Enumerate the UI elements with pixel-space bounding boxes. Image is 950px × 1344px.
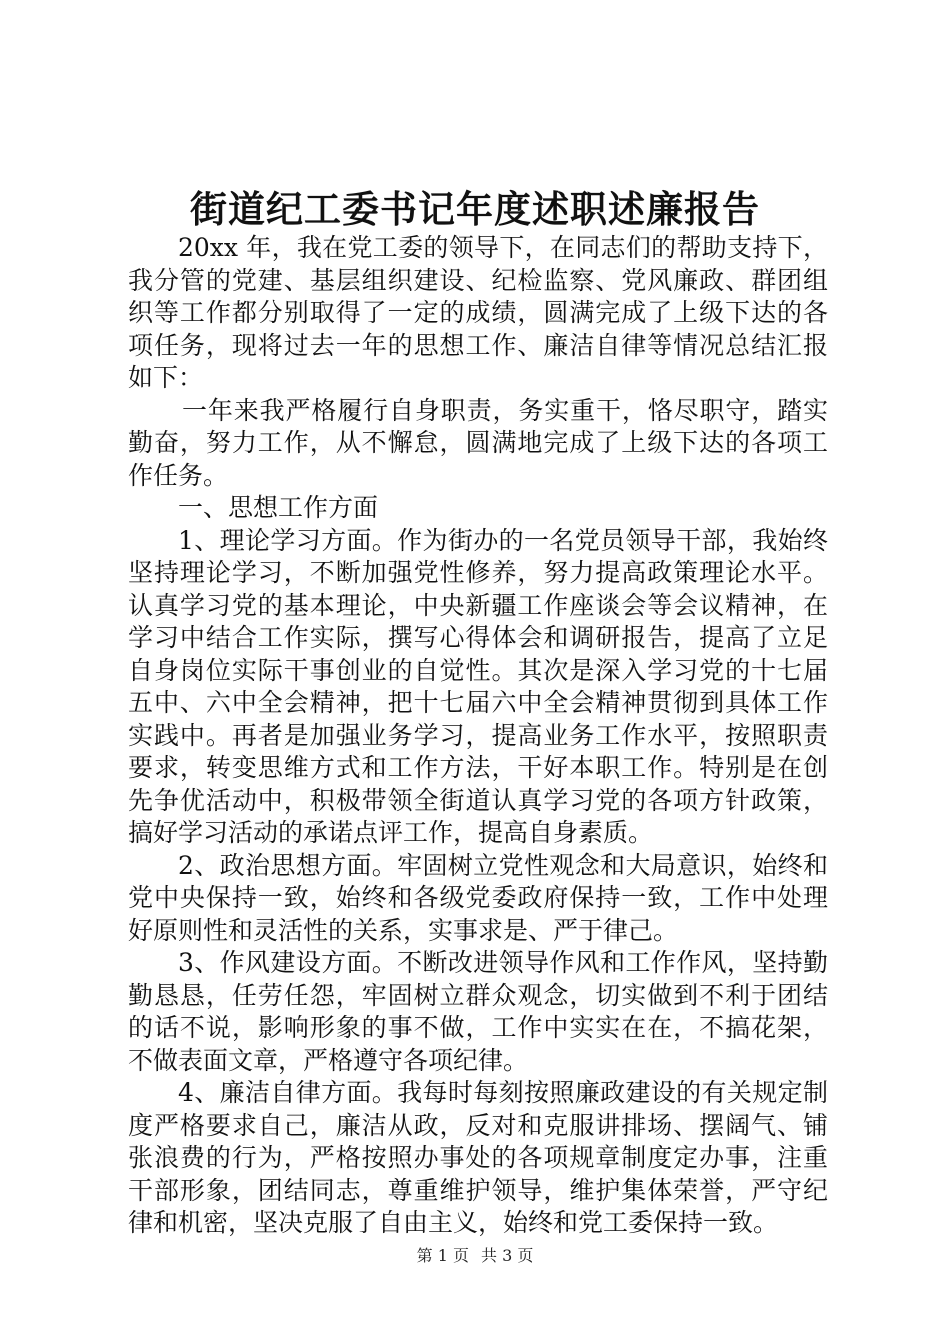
- paragraph-line: 的话不说，影响形象的事不做，工作中实实在在，不搞花架，: [128, 1013, 828, 1042]
- paragraph-line: 勤奋，努力工作，从不懈怠，圆满地完成了上级下达的各项工: [128, 428, 828, 457]
- paragraph-line: 我分管的党建、基层组织建设、纪检监察、党风廉政、群团组: [128, 265, 828, 295]
- page-total: 共 3 页: [481, 1246, 534, 1265]
- paragraph-line: 好原则性和灵活性的关系，实事求是、严于律己。: [128, 915, 679, 945]
- paragraph-line: 自身岗位实际干事创业的自觉性。其次是深入学习党的十七届: [128, 655, 828, 685]
- paragraph-line: 要求，转变思维方式和工作方法，干好本职工作。特别是在创: [128, 753, 828, 782]
- paragraph-line: 织等工作都分别取得了一定的成绩，圆满完成了上级下达的各: [128, 298, 828, 327]
- paragraph-line: 律和机密，坚决克服了自由主义，始终和党工委保持一致。: [128, 1208, 779, 1237]
- paragraph-line: 先争优活动中，积极带领全街道认真学习党的各项方针政策，: [128, 785, 828, 815]
- paragraph-line: 2、政治思想方面。牢固树立党性观念和大局意识，始终和: [178, 850, 828, 880]
- paragraph-line: 坚持理论学习，不断加强党性修养，努力提高政策理论水平。: [128, 558, 828, 587]
- paragraph-line: 五中、六中全会精神，把十七届六中全会精神贯彻到具体工作: [128, 688, 828, 717]
- paragraph-line: 作任务。: [128, 460, 229, 490]
- paragraph-line: 不做表面文章，严格遵守各项纪律。: [128, 1045, 529, 1075]
- paragraph-line: 学习中结合工作实际，撰写心得体会和调研报告，提高了立足: [128, 623, 828, 652]
- paragraph-line: 一年来我严格履行自身职责，务实重干，恪尽职守，踏实: [182, 395, 828, 425]
- paragraph-line: 党中央保持一致，始终和各级党委政府保持一致，工作中处理: [128, 883, 828, 912]
- paragraph-line: 度严格要求自己，廉洁从政，反对和克服讲排场、摆阔气、铺: [128, 1110, 828, 1140]
- paragraph-line: 一、思想工作方面: [178, 493, 379, 522]
- document-body: [128, 232, 828, 1240]
- page-number: 第 1 页: [416, 1246, 469, 1265]
- paragraph-line: 3、作风建设方面。不断改进领导作风和工作作风，坚持勤: [178, 948, 828, 977]
- paragraph-line: 干部形象，团结同志，尊重维护领导，维护集体荣誉，严守纪: [128, 1175, 828, 1205]
- paragraph-line: 勤恳恳，任劳任怨，牢固树立群众观念，切实做到不利于团结: [128, 980, 828, 1010]
- paragraph-line: 实践中。再者是加强业务学习，提高业务工作水平，按照职责: [128, 720, 828, 750]
- page-footer: [0, 1244, 950, 1268]
- paragraph-line: 认真学习党的基本理论，中央新疆工作座谈会等会议精神，在: [128, 590, 828, 620]
- paragraph-line: 20xx 年，我在党工委的领导下，在同志们的帮助支持下，: [178, 233, 828, 262]
- document-title: 街道纪工委书记年度述职述廉报告: [190, 187, 760, 231]
- paragraph-line: 4、廉洁自律方面。我每时每刻按照廉政建设的有关规定制: [178, 1078, 828, 1107]
- paragraph-line: 如下：: [128, 363, 204, 392]
- paragraph-line: 张浪费的行为，严格按照办事处的各项规章制度定办事，注重: [128, 1143, 828, 1172]
- paragraph-line: 搞好学习活动的承诺点评工作，提高自身素质。: [128, 818, 654, 847]
- paragraph-line: 项任务，现将过去一年的思想工作、廉洁自律等情况总结汇报: [128, 330, 828, 360]
- paragraph-line: 1、理论学习方面。作为街办的一名党员领导干部，我始终: [178, 525, 828, 555]
